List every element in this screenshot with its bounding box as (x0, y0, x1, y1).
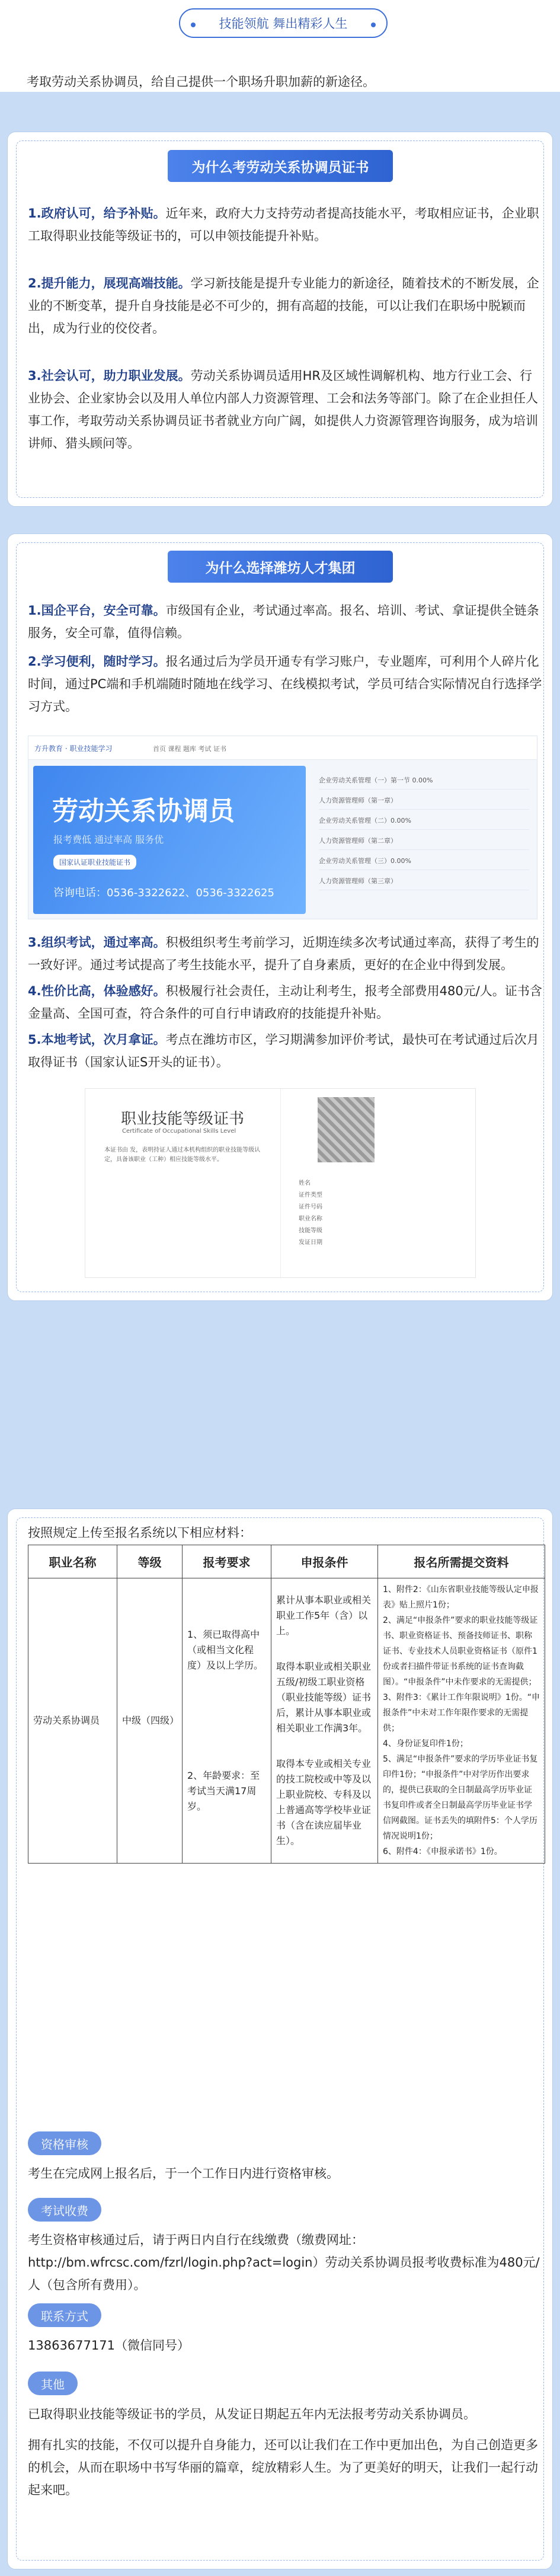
mock-course-row: 人力资源管理师（第一章） (319, 790, 529, 810)
advantage-head: 2.学习便利，随时学习。 (28, 654, 166, 669)
table-header: 等级 (117, 1545, 183, 1578)
certificate-field: 技能等级 (299, 1228, 322, 1234)
contact-phone: 13863677171（微信同号） (28, 2338, 190, 2353)
why-weifang-card (7, 533, 553, 1301)
mock-course-list (319, 769, 529, 890)
contact-tag: 联系方式 (28, 2303, 101, 2327)
requirements-table (28, 1545, 545, 1864)
table-header: 职业名称 (28, 1545, 117, 1578)
advantage-body: 报名通过后为学员开通专有学习账户，专业题库，可利用个人碎片化时间，通过PC端和手机端随时随地在线学习、在线模拟考试，学员可结合实际情况自行选择学习方式。 (28, 654, 542, 714)
advantage-item-2 (28, 650, 543, 718)
certificate-field: 姓名 (299, 1180, 311, 1187)
advantage-body: 考点在潍坊市区，学习期满参加评价考试，最快可在考试通过后次月取得证书（国家认证S开头的证书）。 (28, 1033, 539, 1069)
mock-course-row: 人力资源管理师（第三章） (319, 870, 529, 890)
certificate-front (85, 1089, 281, 1279)
advantage-head: 4.性价比高，体验感好。 (28, 984, 166, 998)
certificate-field: 职业名称 (299, 1216, 322, 1222)
material-item: 6、附件4：《申报承诺书》1份。 (383, 1847, 503, 1856)
fee-tag: 考试收费 (28, 2198, 101, 2222)
reason-head: 2.提升能力，展现高端技能。 (28, 276, 191, 290)
certificate-field: 证件类型 (299, 1192, 322, 1198)
material-item: 4、身份证复印件1份； (383, 1739, 468, 1749)
occupation-cell: 劳动关系协调员 (28, 1578, 117, 1864)
reason-item-2 (28, 272, 543, 340)
materials-cell (378, 1578, 545, 1864)
material-item: 3、附件3：《累计工作年限说明》1份。“申报条件”中未对工作年限作要求的无需提供； (383, 1693, 540, 1733)
reason-head: 1.政府认可，给予补贴。 (28, 206, 166, 220)
mock-course-row: 企业劳动关系管理（三）0.00% (319, 850, 529, 870)
reason-body: 劳动关系协调员适用HR及区域性调解机构、地方行业工会、行业协会、企业家协会以及用人单位内部人力资源管理、工会和法务等部门。除了在企业担任人事工作，考取劳动关系协调员证书者就业方向广阔，如提供人力资源管理咨询服务，成为培训讲师、猎头顾问等。 (28, 369, 538, 450)
condition-item: 取得本专业或相关专业的技工院校或中等及以上职业院校、专科及以上普通高等学校毕业证书（含在读应届毕业生）。 (276, 1758, 372, 1846)
advantage-head: 1.国企平台，安全可靠。 (28, 603, 166, 618)
other-tag: 其他 (28, 2372, 78, 2395)
table-header: 申报条件 (271, 1545, 378, 1578)
table-header: 报名所需提交资料 (378, 1545, 545, 1578)
advantage-head: 3.组织考试，通过率高。 (28, 935, 166, 950)
certificate-photo (318, 1097, 375, 1162)
material-item: 1、附件2：《山东省职业技能等级认定申报表》贴上照片1份； (383, 1585, 539, 1610)
other-text-2: 拥有扎实的技能，不仅可以提升自身能力，还可以让我们在工作中更加出色，为自己创造更多的机会，从而在职场中书写华丽的篇章，绽放精彩人生。为了更美好的明天，让我们一起行动起来吧。 (28, 2438, 538, 2497)
mock-banner (33, 766, 306, 914)
mock-banner-subtitle: 报考费低 通过率高 服务优 (53, 834, 164, 845)
requirements-cell (183, 1578, 271, 1864)
condition-item: 取得本职业或相关职业五级/初级工职业资格（职业技能等级）证书后，累计从事本职业或相关职业工作满3年。 (276, 1661, 372, 1734)
requirement-item: 1、须已取得高中（或相当文化程度）及以上学历。 (187, 1629, 264, 1671)
advantage-body: 积极履行社会责任，主动让利考生，报考全部费用480元/人。证书含金量高、全国可查，符合条件的可自行申请政府的技能提升补贴。 (28, 984, 542, 1021)
why-certificate-header: 为什么考劳动关系协调员证书 (168, 150, 393, 182)
material-item: 5、满足“申报条件”要求的学历毕业证书复印件1份；“申报条件”中对学历作出要求的，提供已获取的全日制最高学历毕业证书复印件或者全日制最高学历毕业证书学信网截图。证书丢失的填附件5：个人学历情况说明1份； (383, 1754, 538, 1841)
table-row (28, 1578, 545, 1864)
advantage-item-5 (28, 1028, 543, 1073)
reason-body: 学习新技能是提升专业能力的新途径，随着技术的不断发展，企业的不断变革，提升自身技能是必不可少的，拥有高超的技能，可以让我们在职场中脱颖而出，成为行业的佼佼者。 (28, 276, 539, 335)
top-banner (0, 0, 560, 92)
mock-course-row: 企业劳动关系管理（二）0.00% (319, 810, 529, 830)
mock-banner-phone: 咨询电话：0536-3322622、0536-3322625 (53, 887, 274, 899)
intro-text: 考取劳动关系协调员，给自己提供一个职场升职加薪的新途径。 (27, 75, 375, 89)
other-text-1: 已取得职业技能等级证书的学员，从发证日期起五年内无法报考劳动关系协调员。 (28, 2407, 476, 2421)
application-card (7, 1508, 553, 2569)
table-header-row (28, 1545, 545, 1578)
fee-text: 考生资格审核通过后，请于两日内自行在线缴费（缴费网址：http://bm.wfrcsc.com/fzrl/login.php?act=login）劳动关系协调员报考收费标准为480元/人（包含所有费用）。 (28, 2233, 540, 2292)
reason-item-1 (28, 202, 543, 247)
advantage-item-4 (28, 980, 543, 1025)
level-cell: 中级（四级） (117, 1578, 183, 1864)
advantage-item-3 (28, 931, 543, 976)
mock-header (28, 736, 537, 760)
material-item: 2、满足“申报条件”要求的职业技能等级证书、职业资格证书、预备技师证书、职称证书、专业技术人员职业资格证书（原件1份或者扫描件带证书系统的证书查询截图）。“申报条件”中未作要求的无需提供； (383, 1616, 538, 1687)
advantage-head: 5.本地考试，次月拿证。 (28, 1033, 166, 1047)
certificate-subtitle: Certificate of Occupational Skills Level (122, 1128, 236, 1134)
mock-course-row: 人力资源管理师（第二章） (319, 830, 529, 850)
certificate-title: 职业技能等级证书 (121, 1110, 245, 1128)
audit-text: 考生在完成网上报名后，于一个工作日内进行资格审核。 (28, 2166, 339, 2181)
reason-item-3 (28, 365, 543, 455)
certificate-body: 本证书由 发，表明持证人通过本机构组织的职业技能等级认定，具备该职业（工种）相应技能等级水平。 (104, 1147, 261, 1163)
materials-caption: 按照规定上传至报名系统以下相应材料： (28, 1526, 252, 1540)
mock-banner-pill: 国家认证职业技能证书 (53, 855, 136, 870)
certificate-field: 证件号码 (299, 1204, 322, 1210)
advantage-body: 积极组织考生考前学习，近期连续多次考试通过率高，获得了考生的一致好评。通过考试提高了考生技能水平，提升了自身素质，更好的在企业中得到发展。 (28, 935, 539, 972)
audit-tag: 资格审核 (28, 2131, 101, 2155)
conditions-cell (271, 1578, 378, 1864)
mock-course-row: 企业劳动关系管理（一）第一节 0.00% (319, 769, 529, 790)
why-weifang-header: 为什么选择潍坊人才集团 (168, 551, 393, 583)
certificate-field: 发证日期 (299, 1239, 322, 1246)
certificate-fields (299, 1178, 465, 1249)
mock-nav: 首页 课程 题库 考试 证书 (153, 745, 226, 753)
condition-item: 累计从事本职业或相关职业工作5年（含）以上。 (276, 1594, 372, 1637)
reason-head: 3.社会认可，助力职业发展。 (28, 369, 191, 383)
mock-banner-title: 劳动关系协调员 (52, 796, 235, 826)
requirement-item: 2、年龄要求：至考试当天满17周岁。 (187, 1770, 260, 1812)
table-header: 报考要求 (183, 1545, 271, 1578)
advantage-body: 市级国有企业，考试通过率高。报名、培训、考试、拿证提供全链条服务，安全可靠，值得信赖。 (28, 603, 539, 640)
reason-body: 近年来，政府大力支持劳动者提高技能水平，考取相应证书，企业职工取得职业技能等级证书的，可以申领技能提升补贴。 (28, 206, 539, 243)
banner-title: 技能领航 舞出精彩人生 (179, 8, 388, 38)
advantage-item-1 (28, 599, 543, 644)
certificate-image (85, 1088, 476, 1278)
mock-logo: 方升教育 · 职业技能学习 (34, 744, 113, 753)
why-certificate-card (7, 132, 553, 507)
platform-screenshot (28, 736, 537, 919)
